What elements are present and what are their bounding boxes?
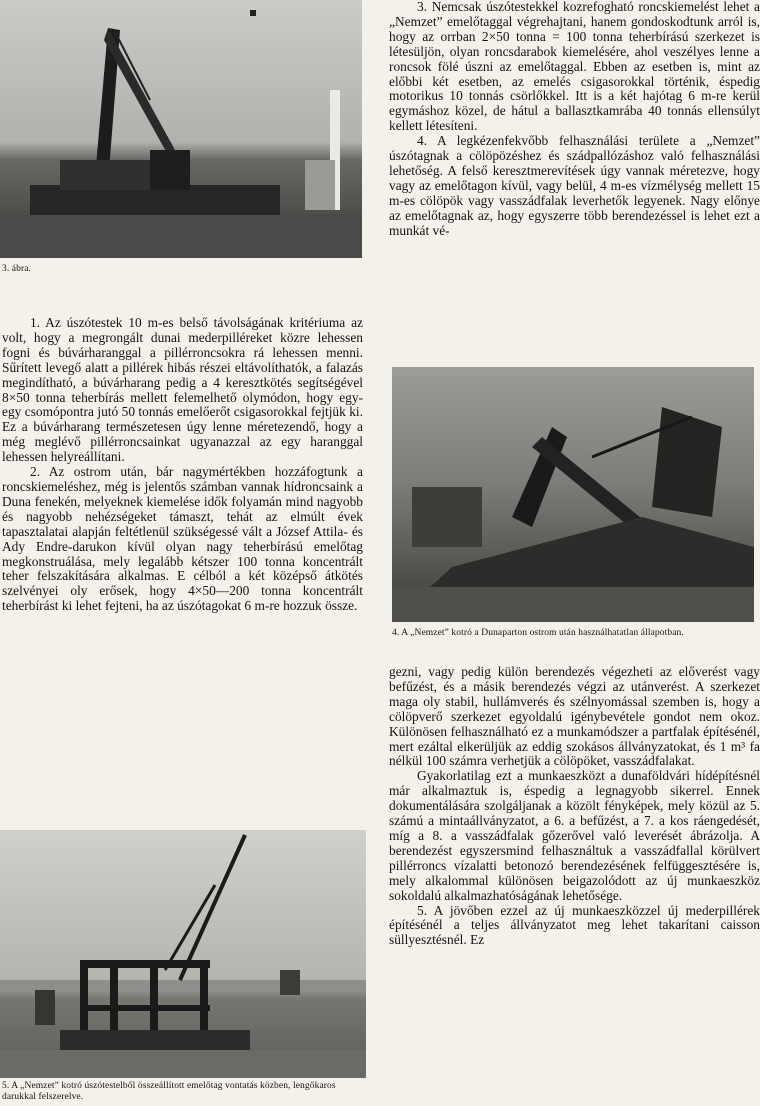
paragraph-2: 2. Az ostrom után, bár nagymértékben hozzáfogtunk a roncskiemeléshez, még is jelentős számban vannak hídroncsaink a Duna fenekén, melyeknek kiemelése idők folyamán mind nagyobb és nagyobb nehézségeket támaszt, tehát az elmúlt évek tapasztalatai alapján feltétlenül szükségessé vált a József Attila- és Ady Endre-darukon kívül olyan nagy teherbírású emelőtag megkonstruálása, mely legalább kétszer 100 tonna koncentrált teher felszakítására alkalmas. E célból a két középső átkötés szelvényei oly erősek, hogy 4×50—200 tonna koncentrált teherbírást ki lehet fejteni, ha az úszótagokat 6 m-re hozzuk össze.	[2, 464, 363, 614]
paragraph-3: 3. Nemcsak úszótestekkel kozrefogható roncskiemelést lehet a „Nemzet” emelőtaggal végrehajtani, hanem gondoskodtunk arról is, hogy az orrban 2×50 tonna = 100 tonna teherbírású szerkezet is létesüljön, olyan roncsdarabok kiemelésére, ahol veszélyes lenne a roncsok fölé úszni az emelőtaggal. Ebben az esetben is, mint az előbbi két esetben, az emelés csigasorokkal történik, éspedig motorikus 10 tonnás csörlőkkel. Itt is a két hajótag 6 m-re kerül egymáshoz közel, de hátul a ballasztkamrába 40 tonnás ellensúlyt kellett létesíteni.	[389, 0, 760, 134]
paragraph-4: 4. A legkézenfekvőbb felhasználási területe a „Nemzet” úszótagnak a cölöpözéshez és szádpallózáshoz való felhasználási lehetőség. A felső keresztmerevítések úgy vannak méretezve, hogy vagy az emelőtagon kívül, vagy belül, 4 m-es vízmélység mellett 15 m-es cölöpök vagy vasszádfalak leverhetők legyenek. Nagy előnye az emelőtagnak az, hogy egyszerre több berendezéssel is lehet ezt a munkát vé-	[389, 133, 760, 238]
right-column-top-text	[389, 0, 760, 239]
paragraph-4-continued: gezni, vagy pedig külön berendezés végezheti az előverést vagy befűzést, és a másik berendezés végzi az utánverést. A szerkezet maga oly stabil, hullámverés és szélnyomással szemben is, hogy a cölöpverő szerkezet egyoldalú igénybevétele gondot nem okoz. Különösen felhasználható ez a munkamódszer a partfalak építésénél, mert ezáltal elkerüljük az eddig szokásos állványzatokat, és 1 m³ fa nélkül 100 számra verhetjük a cölöpöket, vasszádfalakat.	[389, 664, 760, 769]
figure-3-caption: 3. ábra.	[2, 264, 32, 274]
figure-5-photo	[0, 830, 366, 1078]
paragraph-5: Gyakorlatilag ezt a munkaeszközt a dunaföldvári hídépítésnél már alkalmaztuk is, éspedig a legnagyobb sikerrel. Ennek dokumentálására szolgáljanak a közölt fényképek, mely közül az 5. számú a mintaállványzatot, a 6. a befűzést, a 7. a kos ráengedését, míg a 8. a vasszádfalak gőzerővel való leverését ábrázolja. A berendezést egyszersmind felhasználtuk a vasszádfallal körülvert pillérroncs vízalatti betonozó berendezésének felfüggesztésére is, mely alkalommal különösen beigazolódott az új munkaeszköz sokoldalú alkalmazhatóságának lehetősége.	[389, 768, 760, 903]
paragraph-1: 1. Az úszótestek 10 m-es belső távolságának kritériuma az volt, hogy a megrongált dunai mederpilléreket közre lehessen fogni és búvárharanggal a pillérroncsokra rá lehessen menni. Sűrített levegő alatt a pillérek hibás részei eltávolíthatók, a falazás megindítható, a búvárharang pedig a 4 keresztkötés segítségével 8×50 tonna teherbírás mellett felemelhető olymódon, hogy egy-egy csomópontra jutó 50 tonnás emelőerőt csigasorokkal fejtjük ki. Ez a búvárharang természetesen úgy lenne méretezendő, hogy a még meglévő pillérroncsainkat ugyanazzal az egy haranggal lehessen helyreállítani.	[2, 315, 363, 465]
left-column-text	[2, 316, 363, 614]
figure-4-caption: 4. A „Nemzet” kotró a Dunaparton ostrom után használhatatlan állapotban.	[392, 628, 684, 638]
paragraph-6: 5. A jövőben ezzel az új munkaeszközzel új mederpillérek építésénél a teljes állványzatot meg lehet takarítani caisson süllyesztésnél. Ez	[389, 902, 760, 948]
right-column-bottom-text	[389, 665, 760, 948]
figure-5-caption: 5. A „Nemzet” kotró úszótestelből összeállított emelőtag vontatás közben, lengőkaros darukkal felszerelve.	[2, 1081, 336, 1102]
figure-3-photo	[0, 0, 362, 258]
figure-4-photo	[392, 367, 754, 622]
